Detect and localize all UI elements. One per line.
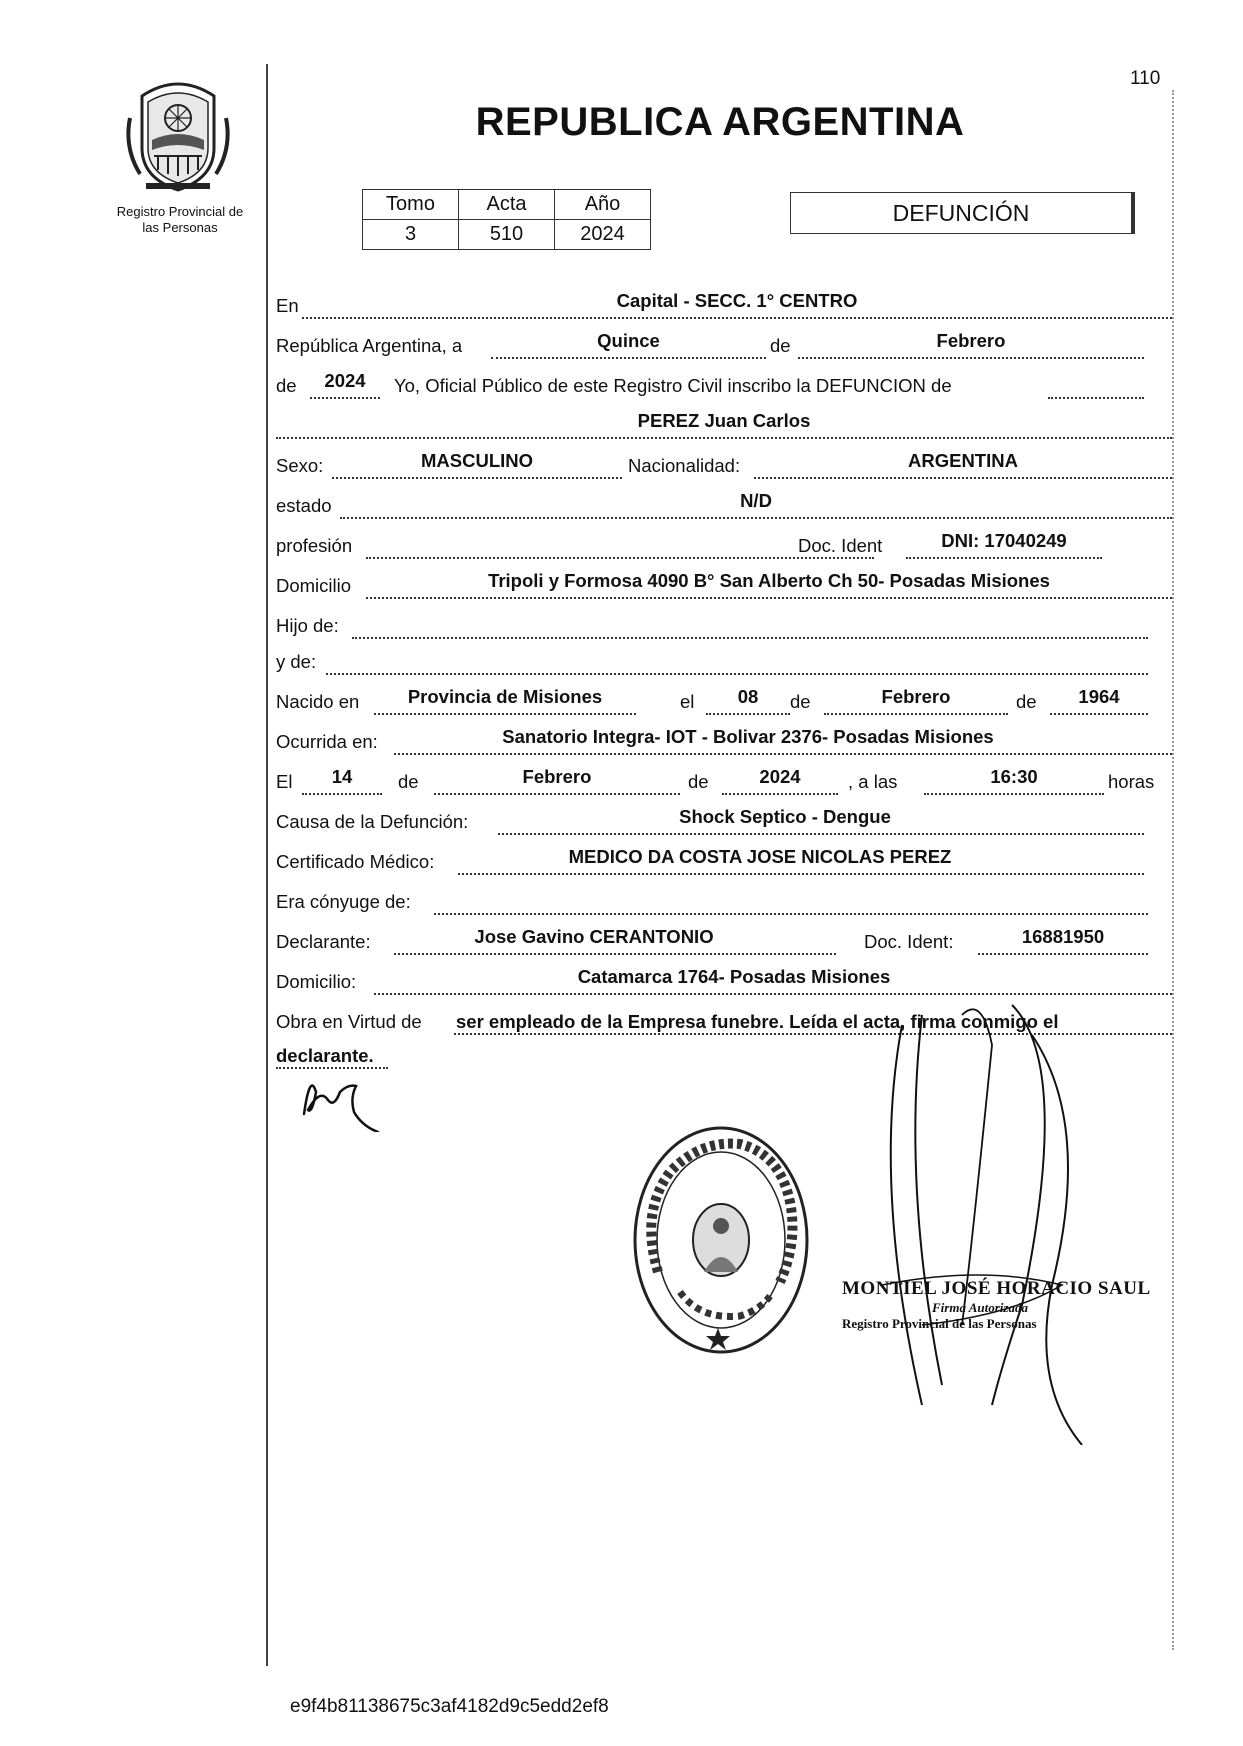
row-causa bbox=[276, 800, 1174, 836]
declarante-label: Declarante: bbox=[276, 931, 371, 952]
dotted-line bbox=[798, 357, 1144, 359]
registry-table bbox=[362, 189, 651, 250]
el-cap-label: El bbox=[276, 771, 293, 792]
estado-label: estado bbox=[276, 495, 332, 516]
dotted-line bbox=[394, 953, 836, 955]
province-emblem-icon bbox=[122, 78, 234, 196]
dotted-line bbox=[302, 317, 1172, 319]
registry-header-acta: Acta bbox=[459, 190, 555, 220]
signer-office: Registro Provincial de las Personas bbox=[842, 1316, 1037, 1331]
row-profesion bbox=[276, 524, 1174, 560]
de-label: de bbox=[276, 375, 297, 396]
declarante-doc-value: 16881950 bbox=[1021, 926, 1105, 947]
death-month-value: Febrero bbox=[522, 766, 592, 787]
conyuge-label: Era cónyuge de: bbox=[276, 891, 411, 912]
row-inscribe bbox=[276, 364, 1174, 400]
dotted-line bbox=[394, 753, 1172, 755]
obra-value: ser empleado de la Empresa funebre. Leída el acta, firma conmigo el bbox=[456, 1011, 1059, 1032]
dotted-line bbox=[824, 713, 1008, 715]
registry-header-row bbox=[363, 190, 651, 220]
dotted-line bbox=[491, 357, 766, 359]
dotted-line bbox=[326, 673, 1148, 675]
domicilio-value: Tripoli y Formosa 4090 B° San Alberto Ch 50- Posadas Misiones bbox=[488, 570, 1050, 591]
registry-header-tomo: Tomo bbox=[363, 190, 459, 220]
row-sexo bbox=[276, 444, 1174, 480]
nacido-lugar-value: Provincia de Misiones bbox=[407, 686, 603, 707]
hijo-label: Hijo de: bbox=[276, 615, 339, 636]
row-location bbox=[276, 284, 1174, 320]
doc-ident-label: Doc. Ident bbox=[798, 535, 883, 556]
row-yde bbox=[276, 640, 1174, 676]
row-certificado bbox=[276, 840, 1174, 876]
dotted-line bbox=[310, 397, 380, 399]
row-death-date bbox=[276, 760, 1174, 796]
dotted-line bbox=[366, 557, 874, 559]
dotted-line bbox=[434, 913, 1148, 915]
de-label: de bbox=[1016, 691, 1037, 712]
location-value: Capital - SECC. 1° CENTRO bbox=[616, 290, 858, 311]
registry-value-acta: 510 bbox=[459, 220, 555, 250]
signer-name: MONTIEL JOSÉ HORACIO SAUL bbox=[842, 1278, 1151, 1299]
doc-ident2-label: Doc. Ident: bbox=[864, 931, 954, 952]
de-label: de bbox=[770, 335, 791, 356]
document-hash: e9f4b81138675c3af4182d9c5edd2ef8 bbox=[290, 1696, 609, 1717]
declarante-value: Jose Gavino CERANTONIO bbox=[474, 926, 714, 947]
dotted-line bbox=[1050, 713, 1148, 715]
horas-label: horas bbox=[1108, 771, 1155, 792]
row-conyuge bbox=[276, 880, 1174, 916]
alas-label: , a las bbox=[848, 771, 898, 792]
domicilio-label: Domicilio bbox=[276, 575, 352, 596]
dotted-line bbox=[754, 477, 1172, 479]
death-day-value: 14 bbox=[331, 766, 353, 787]
obra-value-continued: declarante. bbox=[276, 1045, 374, 1066]
nacido-label: Nacido en bbox=[276, 691, 360, 712]
en-label: En bbox=[276, 295, 299, 316]
dotted-line bbox=[374, 713, 636, 715]
birth-day-value: 08 bbox=[737, 686, 759, 707]
org-name bbox=[92, 204, 268, 236]
dotted-line bbox=[706, 713, 790, 715]
dotted-line bbox=[276, 437, 1172, 439]
dotted-line bbox=[352, 637, 1148, 639]
dotted-line bbox=[434, 793, 680, 795]
dotted-line bbox=[978, 953, 1148, 955]
dotted-line bbox=[366, 597, 1172, 599]
dotted-line bbox=[302, 793, 382, 795]
row-declarante bbox=[276, 920, 1174, 956]
doc-ident-value: DNI: 17040249 bbox=[941, 530, 1067, 551]
inscribe-text: Yo, Oficial Público de este Registro Civil inscribo la DEFUNCION de bbox=[394, 375, 952, 396]
margin-line bbox=[266, 64, 268, 1666]
obra-label: Obra en Virtud de bbox=[276, 1011, 422, 1032]
el-label: el bbox=[680, 691, 695, 712]
profesion-label: profesión bbox=[276, 535, 353, 556]
sexo-value: MASCULINO bbox=[420, 450, 534, 471]
de-label: de bbox=[398, 771, 419, 792]
registry-header-anio: Año bbox=[555, 190, 651, 220]
certificado-label: Certificado Médico: bbox=[276, 851, 435, 872]
signer-role: Firma Autorizada bbox=[932, 1300, 1028, 1315]
de-label: de bbox=[790, 691, 811, 712]
death-year-value: 2024 bbox=[759, 766, 801, 787]
yde-label: y de: bbox=[276, 651, 317, 672]
sexo-label: Sexo: bbox=[276, 455, 324, 476]
org-name-line2: las Personas bbox=[142, 220, 218, 235]
dotted-line bbox=[458, 873, 1144, 875]
registry-value-anio: 2024 bbox=[555, 220, 651, 250]
row-date bbox=[276, 324, 1174, 360]
row-nacido bbox=[276, 680, 1174, 716]
certificado-value: MEDICO DA COSTA JOSE NICOLAS PEREZ bbox=[568, 846, 952, 867]
dotted-line bbox=[1048, 397, 1144, 399]
estado-value: N/D bbox=[740, 490, 772, 511]
ocurrida-value: Sanatorio Integra- IOT - Bolivar 2376- Posadas Misiones bbox=[502, 726, 994, 747]
document-type-box: DEFUNCIÓN bbox=[790, 192, 1132, 234]
row-estado bbox=[276, 484, 1174, 520]
nacionalidad-value: ARGENTINA bbox=[908, 450, 1018, 471]
de-label: de bbox=[688, 771, 709, 792]
day-words-value: Quince bbox=[597, 330, 660, 351]
republica-label: República Argentina, a bbox=[276, 335, 463, 356]
official-signature-icon bbox=[862, 985, 1092, 1445]
signature-stamp bbox=[842, 1278, 1151, 1332]
ocurrida-label: Ocurrida en: bbox=[276, 731, 378, 752]
row-deceased bbox=[276, 404, 1174, 440]
declarant-signature-icon bbox=[296, 1062, 388, 1132]
dotted-line bbox=[498, 833, 1144, 835]
registry-value-row bbox=[363, 220, 651, 250]
deceased-name-value: PEREZ Juan Carlos bbox=[637, 410, 811, 431]
row-domicilio bbox=[276, 564, 1174, 600]
registry-value-tomo: 3 bbox=[363, 220, 459, 250]
year-value: 2024 bbox=[324, 370, 366, 391]
causa-value: Shock Septico - Dengue bbox=[679, 806, 891, 827]
dotted-line bbox=[340, 517, 1172, 519]
death-time-value: 16:30 bbox=[990, 766, 1038, 787]
official-seal-icon bbox=[630, 1122, 812, 1358]
nacionalidad-label: Nacionalidad: bbox=[628, 455, 741, 476]
dotted-line bbox=[924, 793, 1104, 795]
page-number: 110 bbox=[1130, 68, 1161, 89]
row-hijo bbox=[276, 604, 1174, 640]
birth-month-value: Febrero bbox=[881, 686, 951, 707]
birth-year-value: 1964 bbox=[1078, 686, 1120, 707]
org-name-line1: Registro Provincial de bbox=[116, 204, 244, 219]
month-value: Febrero bbox=[936, 330, 1006, 351]
dotted-line bbox=[906, 557, 1102, 559]
document-title: REPUBLICA ARGENTINA bbox=[475, 100, 965, 144]
dotted-line bbox=[722, 793, 838, 795]
declarante-domicilio-value: Catamarca 1764- Posadas Misiones bbox=[577, 966, 891, 987]
dotted-line bbox=[332, 477, 622, 479]
causa-label: Causa de la Defunción: bbox=[276, 811, 469, 832]
domicilio2-label: Domicilio: bbox=[276, 971, 357, 992]
row-ocurrida bbox=[276, 720, 1174, 756]
